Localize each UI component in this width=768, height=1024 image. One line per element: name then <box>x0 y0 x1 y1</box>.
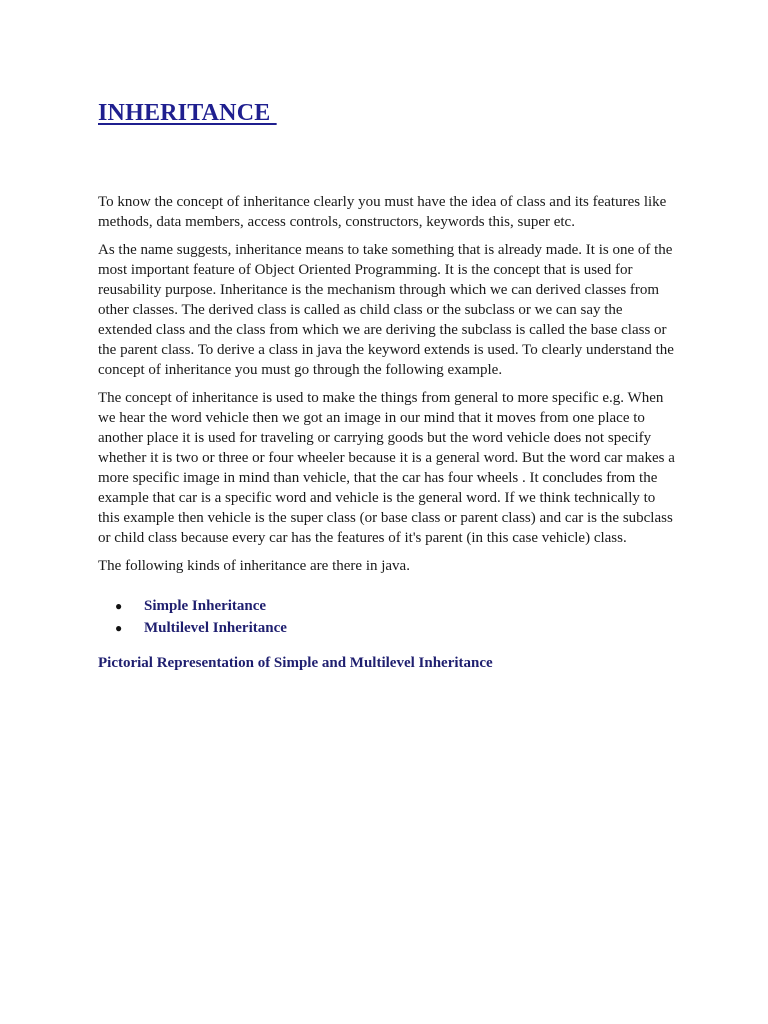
paragraph-intro: To know the concept of inheritance clearly you must have the idea of class and its features like methods, data members, access controls, constructors, keywords this, super etc. <box>98 194 667 230</box>
paragraph-example: The concept of inheritance is used to make the things from general to more specific e.g. When we hear the word vehicle then we got an image in our mind that it moves from one place to another place it is used for traveling or carrying goods but the word vehicle does not specify whether it is two or three or four wheeler because it is a general word. But the word car makes a more specific image in mind than vehicle, that the car has four wheels . It concludes from the example that car is a specific word and vehicle is the general word. If we think technically to this example then vehicle is the super class (or base class or parent class) and car is the subclass or child class because every car has the features of it's parent (in this case vehicle) class. <box>98 390 675 546</box>
document-title: INHERITANCE <box>98 100 277 126</box>
section-subheading: Pictorial Representation of Simple and Multilevel Inheritance <box>98 655 493 671</box>
bullet-icon: ● <box>115 621 123 635</box>
paragraph-kinds: The following kinds of inheritance are there in java. <box>98 558 410 574</box>
paragraph-definition: As the name suggests, inheritance means to take something that is already made. It is one of the most important feature of Object Oriented Programming. It is the concept that is used for reusability purpose. Inheritance is the mechanism through which we can derived classes from other classes. The derived class is called as child class or the subclass or we can say the extended class and the class from which we are deriving the subclass is called the base class or the parent class. To derive a class in java the keyword extends is used. To clearly understand the concept of inheritance you must go through the following example. <box>98 242 674 378</box>
bullet-icon: ● <box>115 599 123 613</box>
inheritance-kinds-list <box>98 595 678 639</box>
list-item-label: Multilevel Inheritance <box>144 620 287 636</box>
list-item <box>98 617 678 639</box>
list-item <box>98 595 678 617</box>
document-body <box>98 192 678 673</box>
list-item-label: Simple Inheritance <box>144 598 267 614</box>
